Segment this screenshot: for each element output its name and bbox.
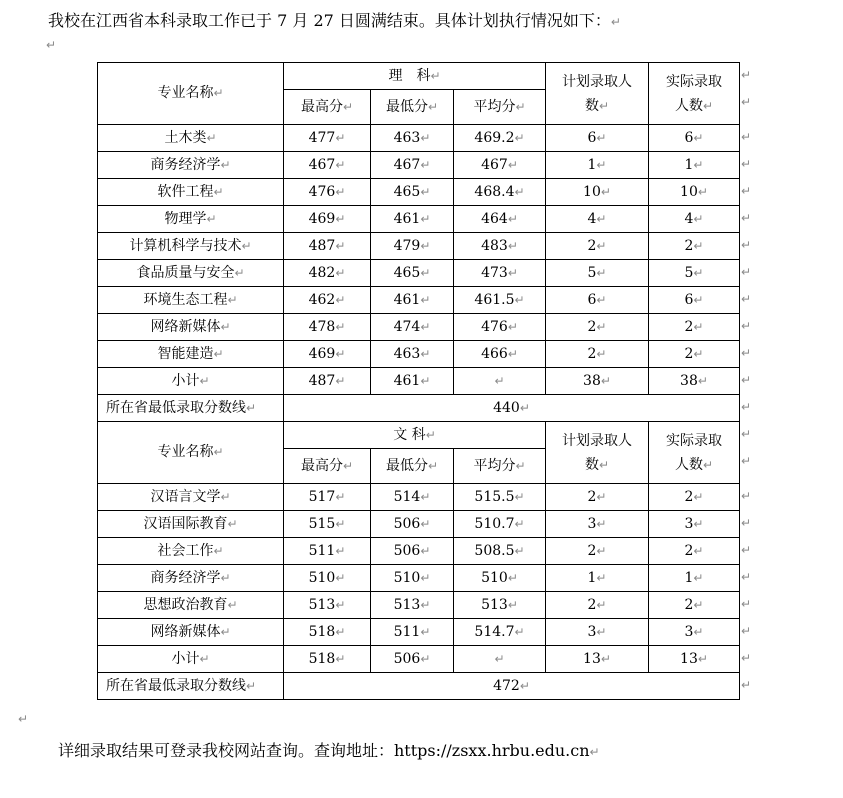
cell-mark-icon: ↵ <box>507 238 518 253</box>
table-cell: 464↵ <box>454 206 546 233</box>
table-cell: 商务经济学↵ <box>98 565 284 592</box>
table-cell: 472↵ <box>284 673 740 700</box>
table-cell: 483↵ <box>454 233 546 260</box>
paragraph-mark-icon: ↵ <box>589 745 600 759</box>
table-cell: 510.7↵ <box>454 511 546 538</box>
row-end-mark-icon: ↵ <box>741 238 752 252</box>
cell-mark-icon: ↵ <box>335 651 346 666</box>
table-cell: 511↵ <box>284 538 371 565</box>
header-cell: 专业名称↵ <box>98 422 284 484</box>
cell-mark-icon: ↵ <box>335 597 346 612</box>
table-row <box>98 287 740 314</box>
header-cell: 实际录取人数↵ <box>649 63 740 125</box>
cell-mark-icon: ↵ <box>697 651 708 666</box>
cell-mark-icon: ↵ <box>420 184 431 199</box>
table-cell: 网络新媒体↵ <box>98 314 284 341</box>
table-row <box>98 233 740 260</box>
cell-mark-icon: ↵ <box>246 678 257 693</box>
cell-mark-icon: ↵ <box>420 319 431 334</box>
cell-mark-icon: ↵ <box>427 99 439 114</box>
table-cell: 513↵ <box>371 592 454 619</box>
table-cell: 477↵ <box>284 125 371 152</box>
table-cell: 10↵ <box>546 179 649 206</box>
cell-mark-icon: ↵ <box>507 346 518 361</box>
cell-mark-icon: ↵ <box>420 265 431 280</box>
cell-mark-icon: ↵ <box>515 99 526 114</box>
cell-mark-icon: ↵ <box>596 265 607 280</box>
table-cell: 506↵ <box>371 646 454 673</box>
cell-mark-icon: ↵ <box>420 157 431 172</box>
table-cell: 487↵ <box>284 233 371 260</box>
cell-mark-icon: ↵ <box>507 570 518 585</box>
row-end-mark-icon: ↵ <box>741 292 752 306</box>
cell-mark-icon: ↵ <box>420 651 431 666</box>
cell-mark-icon: ↵ <box>220 570 231 585</box>
table-cell: 510↵ <box>284 565 371 592</box>
cell-mark-icon: ↵ <box>342 99 354 114</box>
cell-mark-icon: ↵ <box>596 130 607 145</box>
cell-mark-icon: ↵ <box>199 651 210 666</box>
cell-mark-icon: ↵ <box>596 319 607 334</box>
cell-mark-icon: ↵ <box>335 373 346 388</box>
cell-mark-icon: ↵ <box>420 373 431 388</box>
table-cell: 2↵ <box>546 233 649 260</box>
cell-mark-icon: ↵ <box>206 211 217 226</box>
table-row <box>98 511 740 538</box>
table-cell: 461↵ <box>371 206 454 233</box>
cell-mark-icon: ↵ <box>596 346 607 361</box>
row-end-mark-icon: ↵ <box>741 489 752 503</box>
cell-mark-icon: ↵ <box>693 130 704 145</box>
cell-mark-icon: ↵ <box>693 346 704 361</box>
header-cell: 专业名称↵ <box>98 63 284 125</box>
cell-mark-icon: ↵ <box>514 516 525 531</box>
table-cell: 474↵ <box>371 314 454 341</box>
table-cell <box>454 368 546 395</box>
table-cell: 469↵ <box>284 206 371 233</box>
cell-mark-icon: ↵ <box>697 373 708 388</box>
table-cell: 6↵ <box>649 287 740 314</box>
table-cell: 13↵ <box>649 646 740 673</box>
table-cell: 计算机科学与技术↵ <box>98 233 284 260</box>
cell-mark-icon: ↵ <box>596 157 607 172</box>
cell-mark-icon: ↵ <box>213 86 224 100</box>
cell-mark-icon: ↵ <box>693 265 704 280</box>
cell-mark-icon: ↵ <box>213 445 224 459</box>
cell-mark-icon: ↵ <box>425 427 436 442</box>
table-cell: 2↵ <box>546 484 649 511</box>
table-row <box>98 314 740 341</box>
table-cell: 478↵ <box>284 314 371 341</box>
table-cell: 461↵ <box>371 287 454 314</box>
header-cell: 最低分↵ <box>371 449 454 484</box>
cell-mark-icon: ↵ <box>494 651 505 666</box>
cell-mark-icon: ↵ <box>702 98 714 113</box>
table-cell: 511↵ <box>371 619 454 646</box>
table-cell: 479↵ <box>371 233 454 260</box>
table-cell: 510↵ <box>454 565 546 592</box>
table-cell: 463↵ <box>371 341 454 368</box>
row-end-mark-icon: ↵ <box>741 570 752 584</box>
header-cell: 文 科↵ <box>284 422 546 449</box>
table-cell: 513↵ <box>284 592 371 619</box>
cell-mark-icon: ↵ <box>227 597 238 612</box>
table-cell: 514.7↵ <box>454 619 546 646</box>
cell-mark-icon: ↵ <box>514 624 525 639</box>
header-cell: 计划录取人数↵ <box>546 422 649 484</box>
table-row <box>98 592 740 619</box>
subtotal-row <box>98 368 740 395</box>
table-cell: 2↵ <box>649 484 740 511</box>
table-cell: 所在省最低录取分数线↵ <box>98 395 284 422</box>
table-cell: 3↵ <box>546 511 649 538</box>
table-cell: 468.4↵ <box>454 179 546 206</box>
cell-mark-icon: ↵ <box>598 457 610 472</box>
cell-mark-icon: ↵ <box>213 346 224 361</box>
table-cell: 467↵ <box>371 152 454 179</box>
cell-mark-icon: ↵ <box>335 130 346 145</box>
table-row <box>98 206 740 233</box>
table-cell: 1↵ <box>546 565 649 592</box>
table-cell: 515.5↵ <box>454 484 546 511</box>
table-cell: 2↵ <box>649 233 740 260</box>
cell-mark-icon: ↵ <box>514 184 525 199</box>
table-cell: 网络新媒体↵ <box>98 619 284 646</box>
row-end-mark-icon: ↵ <box>741 130 752 144</box>
cell-mark-icon: ↵ <box>335 292 346 307</box>
cell-mark-icon: ↵ <box>213 184 224 199</box>
header-cell: 最高分↵ <box>284 90 371 125</box>
row-end-mark-icon: ↵ <box>741 373 752 387</box>
header-cell: 平均分↵ <box>454 449 546 484</box>
table-cell: 1↵ <box>649 152 740 179</box>
table-cell: 467↵ <box>454 152 546 179</box>
cell-mark-icon: ↵ <box>515 458 526 473</box>
table-cell: 469.2↵ <box>454 125 546 152</box>
cell-mark-icon: ↵ <box>420 570 431 585</box>
cell-mark-icon: ↵ <box>693 211 704 226</box>
cell-mark-icon: ↵ <box>494 373 505 388</box>
table-cell: 469↵ <box>284 341 371 368</box>
cell-mark-icon: ↵ <box>519 400 530 415</box>
cell-mark-icon: ↵ <box>514 543 525 558</box>
table-cell: 物理学↵ <box>98 206 284 233</box>
cell-mark-icon: ↵ <box>596 516 607 531</box>
cell-mark-icon: ↵ <box>693 238 704 253</box>
table-cell: 软件工程↵ <box>98 179 284 206</box>
table-cell: 38↵ <box>649 368 740 395</box>
table-cell: 466↵ <box>454 341 546 368</box>
row-end-mark-icon: ↵ <box>741 346 752 360</box>
row-end-mark-icon: ↵ <box>741 678 752 692</box>
table-row <box>98 619 740 646</box>
cell-mark-icon: ↵ <box>693 543 704 558</box>
cell-mark-icon: ↵ <box>596 570 607 585</box>
cell-mark-icon: ↵ <box>596 238 607 253</box>
subtotal-row <box>98 646 740 673</box>
cell-mark-icon: ↵ <box>335 346 346 361</box>
cell-mark-icon: ↵ <box>220 624 231 639</box>
table-cell: 2↵ <box>649 538 740 565</box>
table-cell: 440↵ <box>284 395 740 422</box>
cell-mark-icon: ↵ <box>335 570 346 585</box>
table-row <box>98 565 740 592</box>
cell-mark-icon: ↵ <box>693 157 704 172</box>
cell-mark-icon: ↵ <box>234 265 245 280</box>
table-cell: 3↵ <box>649 619 740 646</box>
header-cell: 实际录取人数↵ <box>649 422 740 484</box>
table-cell <box>454 646 546 673</box>
cell-mark-icon: ↵ <box>335 265 346 280</box>
row-end-mark-icon: ↵ <box>741 543 752 557</box>
cell-mark-icon: ↵ <box>335 184 346 199</box>
table-header-row <box>98 63 740 90</box>
table-cell: 社会工作↵ <box>98 538 284 565</box>
cell-mark-icon: ↵ <box>420 238 431 253</box>
cell-mark-icon: ↵ <box>420 130 431 145</box>
table-cell: 508.5↵ <box>454 538 546 565</box>
table-cell: 461↵ <box>371 368 454 395</box>
header-cell: 平均分↵ <box>454 90 546 125</box>
table-cell: 汉语国际教育↵ <box>98 511 284 538</box>
cell-mark-icon: ↵ <box>693 489 704 504</box>
table-cell: 1↵ <box>546 152 649 179</box>
cell-mark-icon: ↵ <box>220 319 231 334</box>
table-cell: 2↵ <box>546 314 649 341</box>
table-cell: 食品质量与安全↵ <box>98 260 284 287</box>
cell-mark-icon: ↵ <box>693 570 704 585</box>
cell-mark-icon: ↵ <box>420 292 431 307</box>
cell-mark-icon: ↵ <box>702 457 714 472</box>
cell-mark-icon: ↵ <box>227 516 238 531</box>
table-cell: 510↵ <box>371 565 454 592</box>
cell-mark-icon: ↵ <box>420 597 431 612</box>
row-end-mark-icon: ↵ <box>741 597 752 611</box>
table-row <box>98 179 740 206</box>
header-cell: 最低分↵ <box>371 90 454 125</box>
cell-mark-icon: ↵ <box>697 184 708 199</box>
table-row <box>98 341 740 368</box>
cell-mark-icon: ↵ <box>596 597 607 612</box>
table-row <box>98 484 740 511</box>
cell-mark-icon: ↵ <box>596 489 607 504</box>
cell-mark-icon: ↵ <box>335 516 346 531</box>
header-cell: 最高分↵ <box>284 449 371 484</box>
row-end-mark-icon: ↵ <box>741 184 752 198</box>
table-cell: 473↵ <box>454 260 546 287</box>
table-cell: 5↵ <box>649 260 740 287</box>
row-end-mark-icon: ↵ <box>741 516 752 530</box>
row-end-mark-icon: ↵ <box>741 211 752 225</box>
cell-mark-icon: ↵ <box>420 211 431 226</box>
cell-mark-icon: ↵ <box>598 98 610 113</box>
table-cell: 3↵ <box>546 619 649 646</box>
min-score-line-row <box>98 395 740 422</box>
cell-mark-icon: ↵ <box>596 543 607 558</box>
table-cell: 461.5↵ <box>454 287 546 314</box>
table-cell: 小计↵ <box>98 368 284 395</box>
cell-mark-icon: ↵ <box>335 543 346 558</box>
table-cell: 6↵ <box>546 125 649 152</box>
cell-mark-icon: ↵ <box>600 651 611 666</box>
table-cell: 467↵ <box>284 152 371 179</box>
cell-mark-icon: ↵ <box>227 292 238 307</box>
admission-table <box>97 62 740 700</box>
table-cell: 465↵ <box>371 179 454 206</box>
table-header-row <box>98 422 740 449</box>
table-cell: 513↵ <box>454 592 546 619</box>
cell-mark-icon: ↵ <box>596 211 607 226</box>
table-cell: 2↵ <box>649 341 740 368</box>
header-cell: 计划录取人数↵ <box>546 63 649 125</box>
table-cell: 10↵ <box>649 179 740 206</box>
cell-mark-icon: ↵ <box>693 516 704 531</box>
table-cell: 土木类↵ <box>98 125 284 152</box>
table-cell: 1↵ <box>649 565 740 592</box>
row-end-mark-icon: ↵ <box>741 68 752 82</box>
cell-mark-icon: ↵ <box>507 211 518 226</box>
cell-mark-icon: ↵ <box>220 157 231 172</box>
table-cell: 环境生态工程↵ <box>98 287 284 314</box>
table-cell: 463↵ <box>371 125 454 152</box>
cell-mark-icon: ↵ <box>427 458 439 473</box>
cell-mark-icon: ↵ <box>514 489 525 504</box>
cell-mark-icon: ↵ <box>693 624 704 639</box>
table-cell: 2↵ <box>546 538 649 565</box>
cell-mark-icon: ↵ <box>507 157 518 172</box>
intro-paragraph: 我校在江西省本科录取工作已于 7 月 27 日圆满结束。具体计划执行情况如下：↵ <box>48 11 621 30</box>
table-cell: 38↵ <box>546 368 649 395</box>
table-cell: 487↵ <box>284 368 371 395</box>
table-cell: 517↵ <box>284 484 371 511</box>
header-cell: 理 科↵ <box>284 63 546 90</box>
table-cell: 4↵ <box>649 206 740 233</box>
row-end-mark-icon: ↵ <box>741 400 752 414</box>
cell-mark-icon: ↵ <box>220 489 231 504</box>
table-cell: 所在省最低录取分数线↵ <box>98 673 284 700</box>
table-cell: 465↵ <box>371 260 454 287</box>
cell-mark-icon: ↵ <box>693 319 704 334</box>
table-row <box>98 152 740 179</box>
table-cell: 518↵ <box>284 646 371 673</box>
row-end-mark-icon: ↵ <box>741 427 752 441</box>
cell-mark-icon: ↵ <box>213 543 224 558</box>
table-cell: 514↵ <box>371 484 454 511</box>
cell-mark-icon: ↵ <box>430 68 441 83</box>
table-cell: 商务经济学↵ <box>98 152 284 179</box>
cell-mark-icon: ↵ <box>335 319 346 334</box>
cell-mark-icon: ↵ <box>514 130 525 145</box>
cell-mark-icon: ↵ <box>246 400 257 415</box>
table-cell: 515↵ <box>284 511 371 538</box>
table-cell: 506↵ <box>371 511 454 538</box>
table-cell: 462↵ <box>284 287 371 314</box>
table-row <box>98 125 740 152</box>
cell-mark-icon: ↵ <box>420 346 431 361</box>
cell-mark-icon: ↵ <box>600 184 611 199</box>
cell-mark-icon: ↵ <box>199 373 210 388</box>
cell-mark-icon: ↵ <box>335 211 346 226</box>
cell-mark-icon: ↵ <box>507 597 518 612</box>
row-end-mark-icon: ↵ <box>741 157 752 171</box>
row-end-mark-icon: ↵ <box>741 95 752 109</box>
table-cell: 思想政治教育↵ <box>98 592 284 619</box>
table-cell: 476↵ <box>284 179 371 206</box>
paragraph-mark-icon: ↵ <box>610 15 621 29</box>
min-score-line-row <box>98 673 740 700</box>
cell-mark-icon: ↵ <box>420 624 431 639</box>
cell-mark-icon: ↵ <box>335 238 346 253</box>
cell-mark-icon: ↵ <box>420 516 431 531</box>
cell-mark-icon: ↵ <box>596 624 607 639</box>
cell-mark-icon: ↵ <box>507 319 518 334</box>
table-cell: 6↵ <box>546 287 649 314</box>
cell-mark-icon: ↵ <box>519 678 530 693</box>
outro-paragraph: 详细录取结果可登录我校网站查询。查询地址：https://zsxx.hrbu.edu.cn↵ <box>58 741 600 760</box>
cell-mark-icon: ↵ <box>514 292 525 307</box>
cell-mark-icon: ↵ <box>206 130 217 145</box>
table-cell: 2↵ <box>546 592 649 619</box>
table-row <box>98 260 740 287</box>
table-cell: 3↵ <box>649 511 740 538</box>
table-cell: 2↵ <box>546 341 649 368</box>
table-cell: 518↵ <box>284 619 371 646</box>
table-cell: 汉语言文学↵ <box>98 484 284 511</box>
table-cell: 506↵ <box>371 538 454 565</box>
row-end-mark-icon: ↵ <box>741 319 752 333</box>
paragraph-mark-icon: ↵ <box>18 712 29 726</box>
table-cell: 智能建造↵ <box>98 341 284 368</box>
table-cell: 6↵ <box>649 125 740 152</box>
row-end-mark-icon: ↵ <box>741 651 752 665</box>
row-end-mark-icon: ↵ <box>741 265 752 279</box>
table-cell: 476↵ <box>454 314 546 341</box>
cell-mark-icon: ↵ <box>693 597 704 612</box>
cell-mark-icon: ↵ <box>335 624 346 639</box>
table-cell: 482↵ <box>284 260 371 287</box>
table-cell: 5↵ <box>546 260 649 287</box>
cell-mark-icon: ↵ <box>693 292 704 307</box>
cell-mark-icon: ↵ <box>600 373 611 388</box>
row-end-mark-icon: ↵ <box>741 454 752 468</box>
table-cell: 2↵ <box>649 314 740 341</box>
row-end-mark-icon: ↵ <box>741 624 752 638</box>
table-cell: 小计↵ <box>98 646 284 673</box>
cell-mark-icon: ↵ <box>596 292 607 307</box>
cell-mark-icon: ↵ <box>420 489 431 504</box>
table-cell: 2↵ <box>649 592 740 619</box>
cell-mark-icon: ↵ <box>335 489 346 504</box>
cell-mark-icon: ↵ <box>241 238 252 253</box>
cell-mark-icon: ↵ <box>420 543 431 558</box>
table-row <box>98 538 740 565</box>
cell-mark-icon: ↵ <box>342 458 354 473</box>
paragraph-mark-icon: ↵ <box>46 38 57 52</box>
table-cell: 4↵ <box>546 206 649 233</box>
cell-mark-icon: ↵ <box>507 265 518 280</box>
table-cell: 13↵ <box>546 646 649 673</box>
cell-mark-icon: ↵ <box>335 157 346 172</box>
